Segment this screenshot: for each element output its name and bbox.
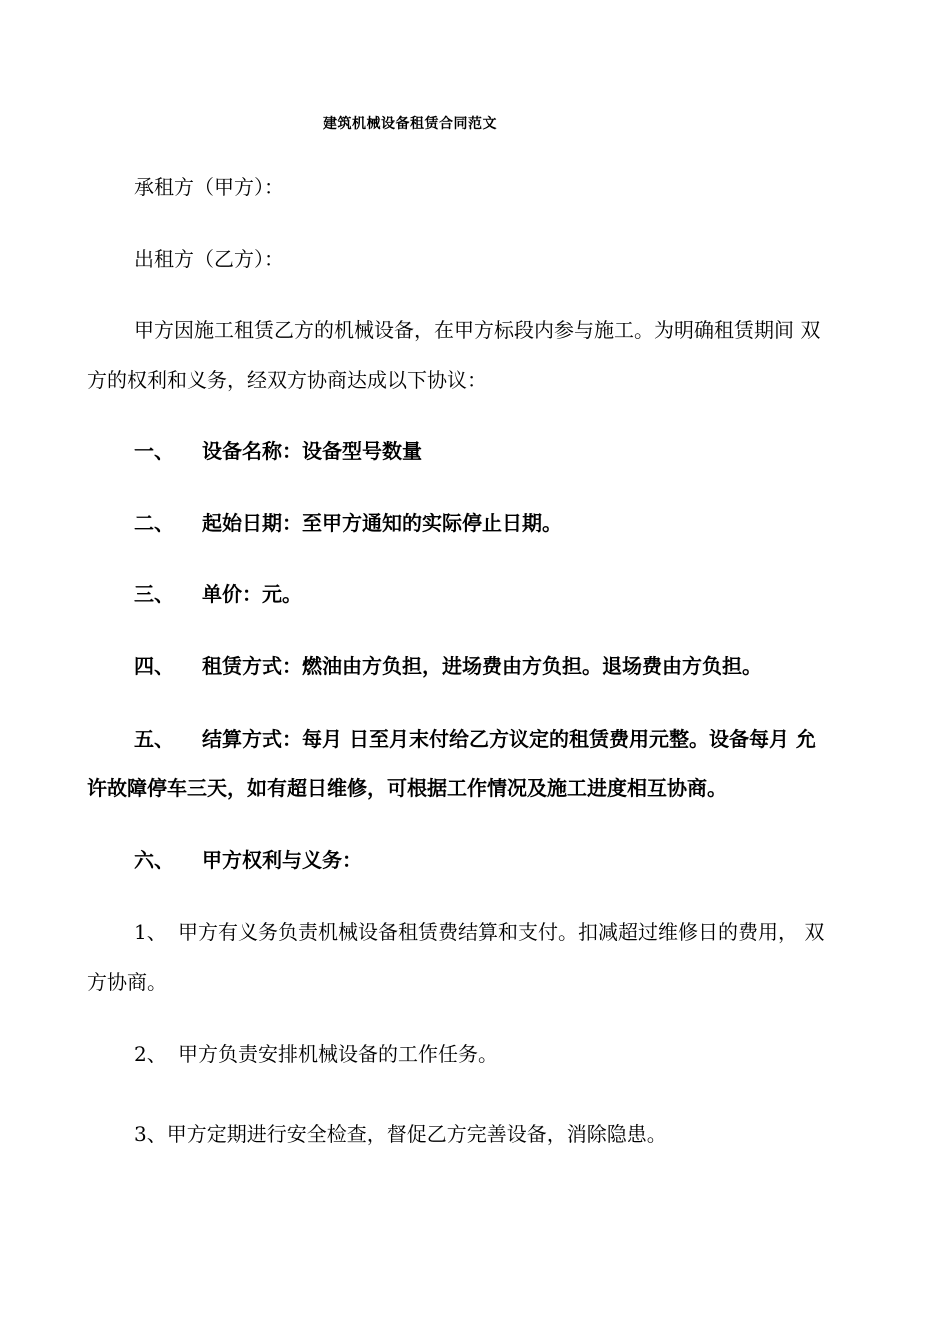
clause-number: 三、	[134, 582, 174, 606]
clause-number: 五、	[134, 727, 174, 751]
clause-number: 六、	[134, 848, 174, 872]
clause-5-continuation: 许故障停车三天，如有超日维修，可根据工作情况及施工进度相互协商。	[87, 776, 727, 800]
clause-text: 起始日期：至甲方通知的实际停止日期。	[202, 511, 562, 535]
item-text: 甲方负责安排机械设备的工作任务。	[178, 1042, 498, 1066]
intro-paragraph-line-1: 甲方因施工租赁乙方的机械设备，在甲方标段内参与施工。为明确租赁期间 双	[134, 318, 821, 342]
lessor-label: 出租方（乙方）：	[134, 247, 284, 271]
clause-text: 租赁方式：燃油由方负担，进场费由方负担。退场费由方负担。	[202, 654, 762, 678]
clause-text: 结算方式：每月 日至月末付给乙方议定的租赁费用元整。设备每月 允	[202, 727, 816, 751]
clause-number: 二、	[134, 511, 174, 535]
document-title: 建筑机械设备租赁合同范文	[323, 116, 497, 132]
lessee-label: 承租方（甲方）：	[134, 175, 284, 199]
clause-number: 四、	[134, 654, 174, 678]
item-number: 1、	[134, 920, 167, 944]
clause-text: 甲方权利与义务：	[202, 848, 362, 872]
intro-paragraph-line-2: 方的权利和义务，经双方协商达成以下协议：	[87, 368, 487, 392]
item-text: 甲方有义务负责机械设备租赁费结算和支付。扣减超过维修日的费用， 双	[178, 920, 825, 944]
clause-text: 设备名称：设备型号数量	[202, 439, 422, 463]
clause-text: 单价：元。	[202, 582, 302, 606]
item-1-continuation: 方协商。	[87, 970, 167, 994]
item-3: 3、甲方定期进行安全检查，督促乙方完善设备，消除隐患。	[134, 1122, 667, 1146]
item-number: 2、	[134, 1042, 167, 1066]
clause-number: 一、	[134, 439, 174, 463]
